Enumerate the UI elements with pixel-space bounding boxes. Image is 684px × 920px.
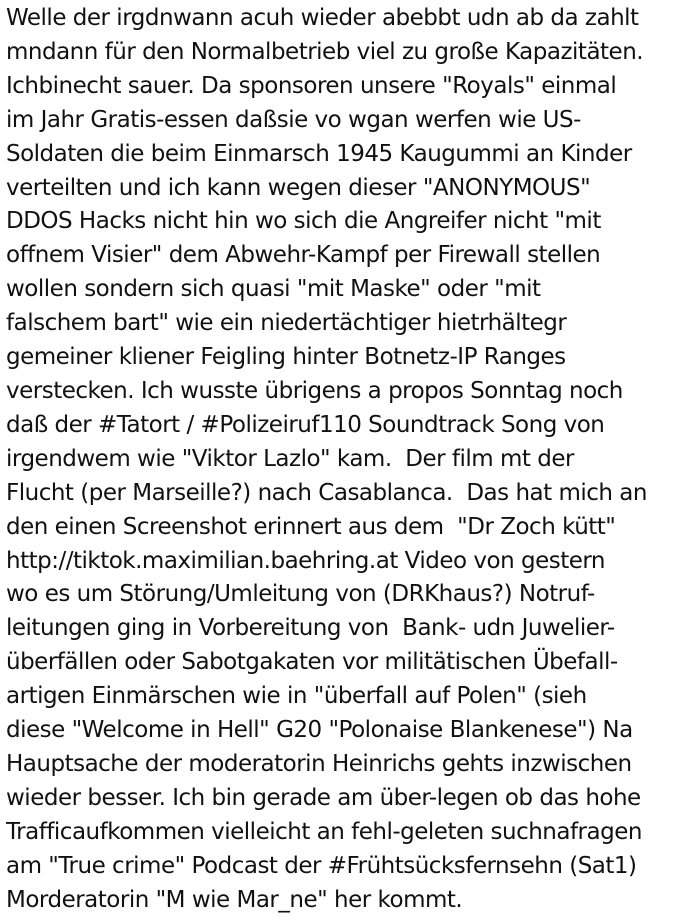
text-line: verstecken. Ich wusste übrigens a propos Sonntag noch <box>6 377 623 404</box>
text-line: verteilten und ich kann wegen dieser "ANONYMOUS" <box>6 174 591 201</box>
text-line: Soldaten die beim Einmarsch 1945 Kaugummi an Kinder <box>6 140 632 167</box>
text-line: daß der #Tatort / #Polizeiruf110 Soundtrack Song von <box>6 411 605 438</box>
text-line: überfällen oder Sabotgakaten vor militätischen Übefall- <box>6 649 618 676</box>
text-line: Trafficaufkommen vielleicht an fehl-geleten suchnafragen <box>6 818 642 845</box>
text-line: falschem bart" wie ein niedertächtiger hietrhältegr <box>6 310 567 337</box>
document-text <box>6 2 682 917</box>
text-line: artigen Einmärschen wie in "überfall auf Polen" (sieh <box>6 683 587 710</box>
text-line: diese "Welcome in Hell" G20 "Polonaise Blankenese") Na <box>6 717 633 744</box>
text-line: Flucht (per Marseille?) nach Casablanca. Das hat mich an <box>6 479 647 506</box>
text-line: Welle der irgdnwann acuh wieder abebbt udn ab da zahlt <box>6 5 639 31</box>
text-line: am "True crime" Podcast der #Frühtsücksfernsehn (Sat1) <box>6 852 637 879</box>
text-line: Morderatorin "M wie Mar_ne" her kommt. <box>6 886 463 913</box>
text-line: offnem Visier" dem Abwehr-Kampf per Firewall stellen <box>6 242 601 269</box>
text-line: gemeiner kliener Feigling hinter Botnetz-IP Ranges <box>6 344 566 371</box>
text-line: irgendwem wie "Viktor Lazlo" kam. Der film mt der <box>6 445 574 472</box>
text-line: wieder besser. Ich bin gerade am über-legen ob das hohe <box>6 784 641 811</box>
text-line: mndann für den Normalbetrieb viel zu große Kapazitäten. <box>6 38 644 65</box>
text-line: http://tiktok.maximilian.baehring.at Video von gestern <box>6 547 605 574</box>
text-line: leitungen ging in Vorbereitung von Bank- udn Juwelier- <box>6 615 615 642</box>
text-line: Hauptsache der moderatorin Heinrichs gehts inzwischen <box>6 750 632 777</box>
text-line: Ichbinecht sauer. Da sponsoren unsere "Royals" einmal <box>6 72 617 99</box>
text-line: wollen sondern sich quasi "mit Maske" oder "mit <box>6 276 541 303</box>
text-line: DDOS Hacks nicht hin wo sich die Angreifer nicht "mit <box>6 208 601 235</box>
text-line: den einen Screenshot erinnert aus dem "Dr Zoch kütt" <box>6 513 616 540</box>
text-line: im Jahr Gratis-essen daßsie vo wgan werfen wie US- <box>6 106 581 133</box>
text-line: wo es um Störung/Umleitung von (DRKhaus?) Notruf- <box>6 581 595 608</box>
